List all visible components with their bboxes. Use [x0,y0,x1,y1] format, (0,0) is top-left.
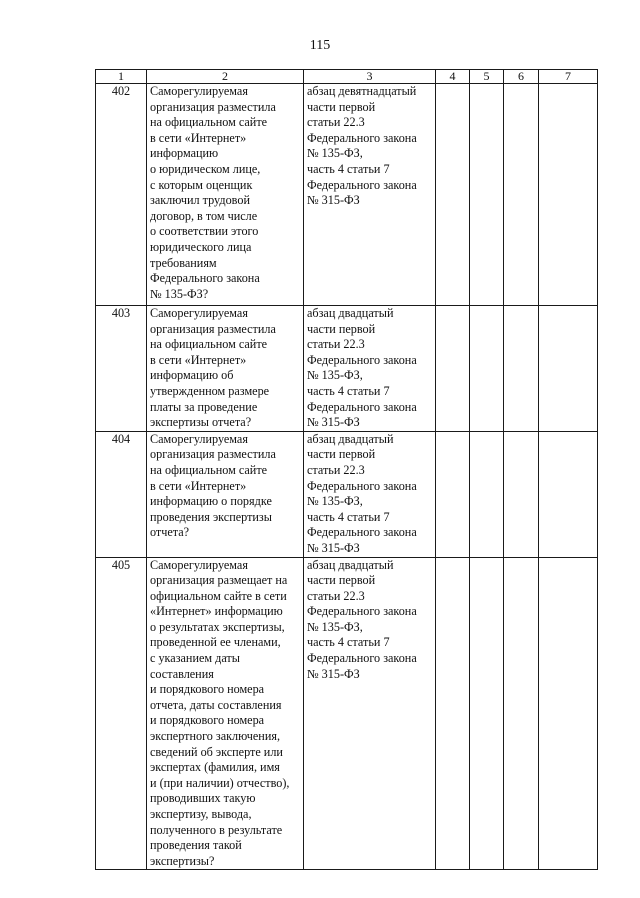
empty-cell [539,431,598,557]
reference-line: часть 4 статьи 7 [307,635,390,650]
question-line: экспертизы? [150,853,215,868]
reference-line: статьи 22.3 [307,337,365,352]
empty-cell [504,431,539,557]
reference-line: № 315-ФЗ [307,540,360,555]
requirement-question [147,431,304,557]
question-line: требованиям [150,255,217,270]
question-line: экспертизу, вывода, [150,807,252,821]
reference-line: Федерального закона [307,604,417,619]
reference-line: № 135-ФЗ, [307,368,363,383]
reference-line: статьи 22.3 [307,588,365,603]
reference-line: часть 4 статьи 7 [307,383,390,398]
legal-reference [304,84,436,306]
reference-line: № 135-ФЗ, [307,619,363,634]
question-line: договор, в том числе [150,208,258,223]
empty-cell [504,84,539,306]
requirements-table [95,69,598,870]
question-line: с указанием даты [150,651,240,666]
question-line: сведений об эксперте или [150,744,283,759]
question-line: официальном сайте в сети [150,588,287,603]
reference-line: Федерального закона [307,352,417,367]
reference-line: Федерального закона [307,478,417,493]
question-line: организация разместила [150,321,276,336]
requirement-question [147,306,304,432]
reference-line: статьи 22.3 [307,115,365,130]
question-line: организация размещает на [150,573,288,588]
question-line: № 135-ФЗ? [150,286,209,301]
question-line: на официальном сайте [150,462,268,477]
legal-reference [304,306,436,432]
column-header: 1 [96,70,147,84]
reference-line: № 135-ФЗ, [307,146,363,161]
empty-cell [539,557,598,870]
question-line: составления [150,666,214,681]
reference-line: № 315-ФЗ [307,666,360,681]
question-line: в сети «Интернет» [150,352,247,367]
reference-line: часть 4 статьи 7 [307,509,390,524]
row-number: 404 [96,431,147,557]
question-line: проведенной ее членами, [150,635,281,650]
question-line: на официальном сайте [150,337,268,352]
empty-cell [436,431,470,557]
question-line: платы за проведение [150,399,258,414]
row-number: 403 [96,306,147,432]
legal-reference [304,557,436,870]
table-row [96,431,598,557]
question-line: Саморегулируемая [150,306,248,320]
question-line: с которым оценщик [150,177,253,192]
question-line: отчета? [150,525,190,540]
reference-line: абзац двадцатый [307,557,394,572]
question-line: заключил трудовой [150,193,250,208]
requirement-question [147,84,304,306]
reference-line: Федерального закона [307,130,417,145]
empty-cell [470,84,504,306]
question-line: и порядкового номера [150,713,265,728]
question-line: о юридическом лице, [150,161,261,176]
question-line: экспертах (фамилия, имя [150,760,280,775]
reference-line: № 135-ФЗ, [307,494,363,509]
table-row [96,306,598,432]
reference-line: часть 4 статьи 7 [307,161,390,176]
row-number: 402 [96,84,147,306]
table-row [96,557,598,870]
column-header: 5 [470,70,504,84]
empty-cell [470,557,504,870]
reference-line: части первой [307,321,376,336]
question-line: о результатах экспертизы, [150,619,285,634]
table-row [96,84,598,306]
empty-cell [470,306,504,432]
question-line: «Интернет» информацию [150,604,283,619]
reference-line: Федерального закона [307,525,417,540]
question-line: в сети «Интернет» [150,478,247,493]
page-number: 115 [309,38,331,53]
reference-line: № 315-ФЗ [307,415,360,430]
question-line: о соответствии этого [150,224,259,239]
reference-line: статьи 22.3 [307,462,365,477]
question-line: полученного в результате [150,822,283,837]
reference-line: Федерального закона [307,399,417,414]
column-header-row [96,70,598,84]
question-line: Саморегулируемая [150,84,248,98]
empty-cell [470,431,504,557]
question-line: информацию о порядке [150,494,272,509]
question-line: проводивших такую [150,791,256,806]
question-line: проведения экспертизы [150,509,272,524]
question-line: проведения такой [150,838,242,853]
reference-line: абзац двадцатый [307,306,394,320]
reference-line: части первой [307,573,376,588]
question-line: Саморегулируемая [150,431,248,446]
question-line: Саморегулируемая [150,557,248,572]
reference-line: Федерального закона [307,177,417,192]
question-line: и (при наличии) отчество), [150,775,290,790]
question-line: экспертного заключения, [150,729,281,744]
column-header: 6 [504,70,539,84]
question-line: в сети «Интернет» [150,130,247,145]
question-line: юридического лица [150,239,252,254]
question-line: информацию об [150,368,234,383]
column-header: 7 [539,70,598,84]
question-line: на официальном сайте [150,115,268,130]
empty-cell [539,306,598,432]
empty-cell [539,84,598,306]
reference-line: абзац двадцатый [307,431,394,446]
row-number: 405 [96,557,147,870]
empty-cell [436,557,470,870]
question-line: организация разместила [150,447,276,462]
question-line: экспертизы отчета? [150,415,252,430]
question-line: отчета, даты составления [150,697,282,712]
reference-line: № 315-ФЗ [307,193,360,208]
question-line: Федерального закона [150,271,260,286]
empty-cell [436,84,470,306]
column-header: 2 [147,70,304,84]
question-line: организация разместила [150,99,276,114]
empty-cell [504,306,539,432]
column-header: 4 [436,70,470,84]
reference-line: части первой [307,447,376,462]
legal-reference [304,431,436,557]
reference-line: части первой [307,99,376,114]
reference-line: Федерального закона [307,651,417,666]
question-line: информацию [150,146,219,161]
empty-cell [504,557,539,870]
question-line: и порядкового номера [150,682,265,697]
column-header: 3 [304,70,436,84]
requirement-question [147,557,304,870]
question-line: утвержденном размере [150,383,270,398]
empty-cell [436,306,470,432]
reference-line: абзац девятнадцатый [307,84,417,98]
